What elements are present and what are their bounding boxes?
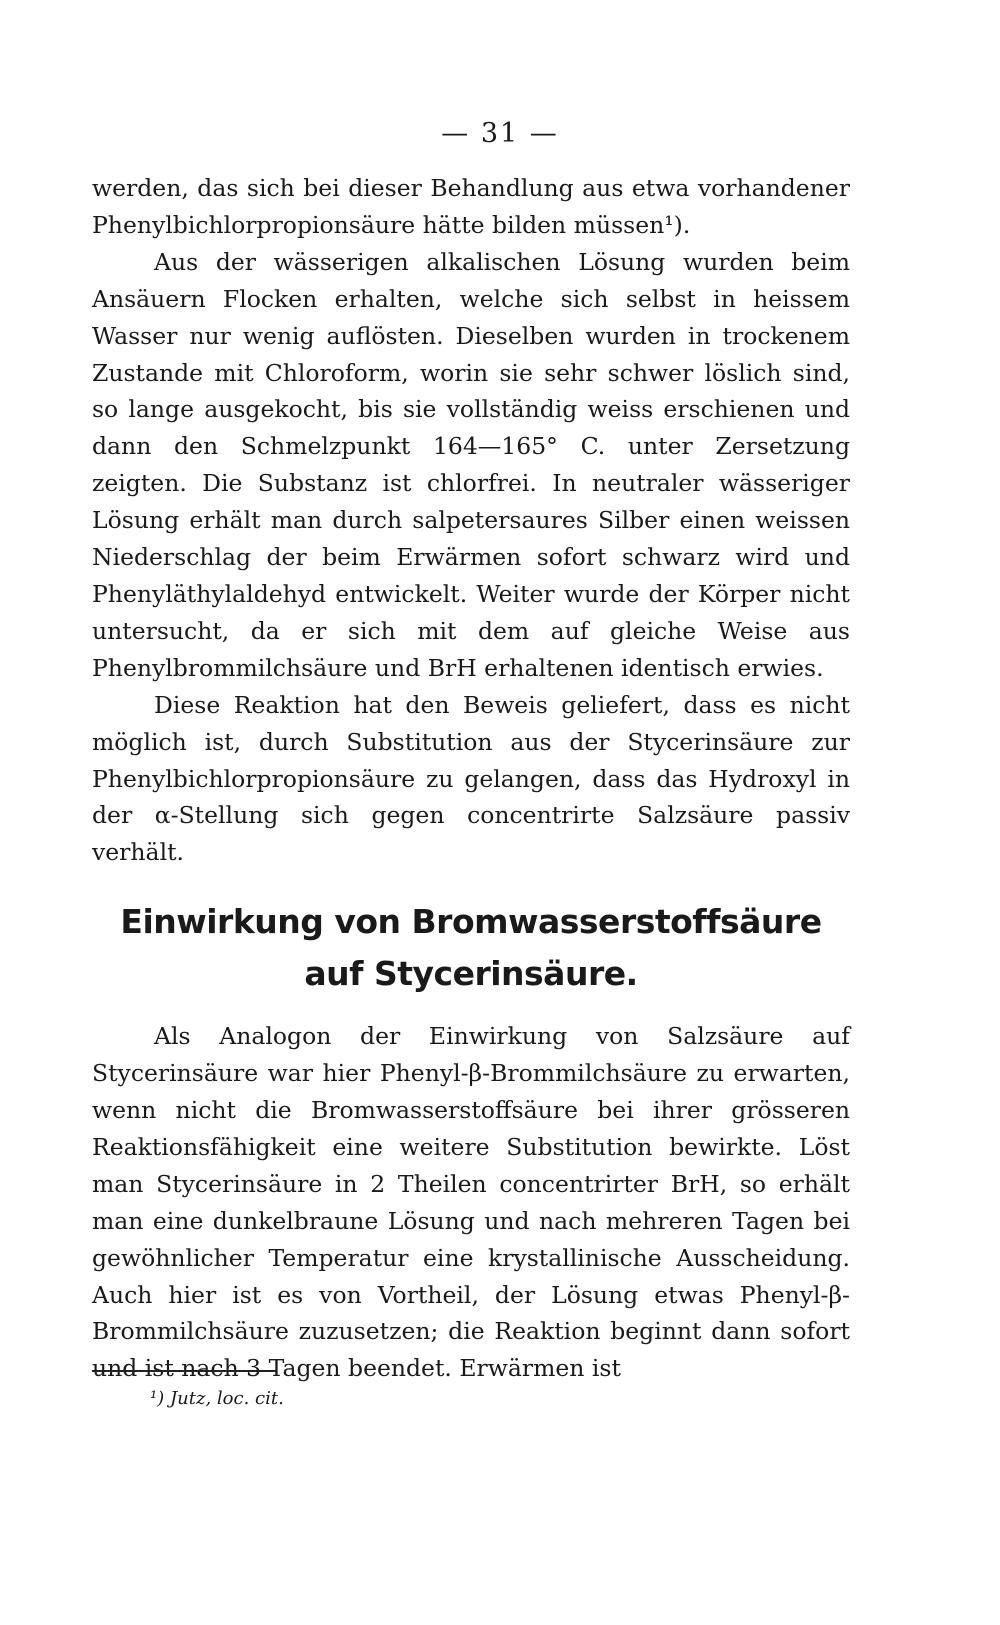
paragraph: Aus der wässerigen alkalischen Lösung wurden beim Ansäuern Flocken erhalten, welche sich selbst in heissem Wasser nur wenig auflösten. Dieselben wurden in trockenem Zustande mit Chloroform, worin sie sehr schwer löslich sind, so lange ausgekocht, bis sie vollständig weiss erschienen und dann den Schmelzpunkt 164—165° C. unter Zersetzung zeigten. Die Substanz ist chlorfrei. In neutraler wässeriger Lösung erhält man durch salpetersaures Silber einen weissen Niederschlag der beim Erwärmen sofort schwarz wird und Phenyläthylaldehyd entwickelt. Weiter wurde der Körper nicht untersucht, da er sich mit dem auf gleiche Weise aus Phenylbrommilchsäure und BrH erhaltenen identisch erwies.	[92, 247, 850, 682]
section-heading: Einwirkung von Bromwasserstoffsäure auf Stycerinsäure.	[120, 902, 822, 994]
paragraph: Als Analogon der Einwirkung von Salzsäure auf Stycerinsäure war hier Phenyl-β-Brommilchsäure zu erwarten, wenn nicht die Bromwasserstoffsäure bei ihrer grösseren Reaktionsfähigkeit eine weitere Substitution bewirkte. Löst man Stycerinsäure in 2 Theilen concentrirter BrH, so erhält man eine dunkelbraune Lösung und nach mehreren Tagen bei gewöhnlicher Temperatur eine krystallinische Ausscheidung. Auch hier ist es von Vortheil, der Lösung etwas Phenyl-β-Brommilchsäure zuzusetzen; die Reaktion beginnt dann sofort und ist nach 3 Tagen beendet. Erwärmen ist	[92, 1022, 850, 1383]
footnote-rule	[92, 1370, 277, 1372]
body-text	[92, 170, 850, 1387]
footnote: ¹) Jutz, loc. cit.	[150, 1388, 284, 1409]
page-number: — 31 —	[441, 118, 559, 149]
paragraph: werden, das sich bei dieser Behandlung aus etwa vorhandener Phenylbichlorpropionsäure hätte bilden müssen¹).	[92, 174, 850, 239]
paragraph: Diese Reaktion hat den Beweis geliefert, dass es nicht möglich ist, durch Substitution aus der Stycerinsäure zur Phenylbichlorpropionsäure zu gelangen, dass das Hydroxyl in der α-Stellung sich gegen concentrirte Salzsäure passiv verhält.	[92, 690, 850, 867]
